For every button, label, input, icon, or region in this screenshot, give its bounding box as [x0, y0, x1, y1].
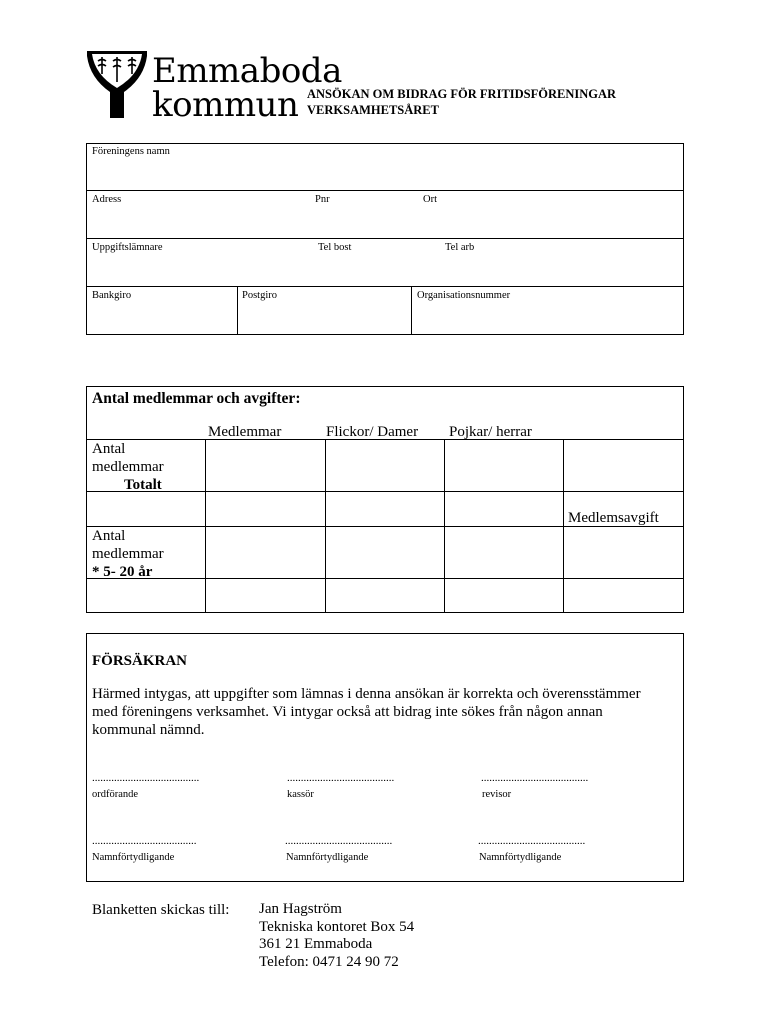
signature-line-chairman[interactable]: ....................................... [92, 772, 200, 784]
youth-girls-sub-cell[interactable] [327, 580, 442, 611]
membership-fee-label: Medlemsavgift [568, 510, 659, 526]
youth-boys-cell[interactable] [446, 528, 561, 576]
address-field[interactable] [92, 208, 677, 236]
logo-line-1: Emmaboda [152, 51, 342, 91]
chairman-label: ordförande [92, 789, 139, 800]
city-label: Ort [423, 194, 437, 205]
name-clarification-1: Namnförtydligande [92, 852, 175, 863]
col-boys-header: Pojkar/ herrar [449, 424, 532, 440]
name-line-auditor[interactable]: ....................................... [478, 835, 586, 847]
work-phone-label: Tel arb [445, 242, 475, 253]
association-name-label: Föreningens namn [92, 146, 170, 157]
org-number-field[interactable] [414, 304, 680, 332]
treasurer-label: kassör [287, 789, 314, 800]
name-clarification-2: Namnförtydligande [286, 852, 369, 863]
recipient-address: Jan Hagström Tekniska kontoret Box 54 361 21 Emmaboda Telefon: 0471 24 90 72 [259, 901, 415, 970]
total-members-sub-cell[interactable] [207, 493, 323, 524]
total-girls-cell[interactable] [327, 441, 442, 489]
bankgiro-field[interactable] [90, 304, 234, 332]
row-total-label: Antal medlemmar Totalt [92, 441, 164, 493]
org-number-label: Organisationsnummer [417, 290, 511, 301]
youth-members-cell[interactable] [207, 528, 323, 576]
reporter-field[interactable] [92, 256, 677, 284]
logo-line-2: kommun [152, 85, 299, 125]
youth-members-sub-cell[interactable] [207, 580, 323, 611]
signature-line-auditor[interactable]: ....................................... [481, 772, 589, 784]
col-members-header: Medlemmar [208, 424, 282, 440]
auditor-label: revisor [482, 789, 512, 800]
total-boys-cell[interactable] [446, 441, 561, 489]
total-boys-sub-cell[interactable] [446, 493, 561, 524]
total-extra-cell[interactable] [565, 441, 682, 489]
name-line-chairman[interactable]: ...................................... [92, 835, 197, 847]
declaration-text: Härmed intygas, att uppgifter som lämnas i denna ansökan är korrekta och överensstämmer med föreningens verksamhet. Vi intygar också att bidrag inte sökes från någon annan kommunal nämnd. [92, 686, 641, 738]
postal-code-label: Pnr [315, 194, 330, 205]
form-title-line-1: ANSÖKAN OM BIDRAG FÖR FRITIDSFÖRENINGAR [307, 87, 617, 101]
association-name-field[interactable] [92, 160, 677, 188]
signature-line-treasurer[interactable]: ....................................... [287, 772, 395, 784]
form-title-line-2: VERKSAMHETSÅRET [307, 103, 439, 117]
home-phone-label: Tel bost [318, 242, 352, 253]
total-members-cell[interactable] [207, 441, 323, 489]
name-line-treasurer[interactable]: ....................................... [285, 835, 393, 847]
coat-of-arms-icon [84, 48, 150, 120]
address-label: Adress [92, 194, 122, 205]
youth-sub-label-cell[interactable] [88, 580, 203, 611]
postgiro-label: Postgiro [242, 290, 278, 301]
form-title [307, 86, 616, 118]
youth-boys-sub-cell[interactable] [446, 580, 561, 611]
members-heading: Antal medlemmar och avgifter: [92, 390, 301, 407]
declaration-heading: FÖRSÄKRAN [92, 653, 188, 669]
bankgiro-label: Bankgiro [92, 290, 132, 301]
col-girls-header: Flickor/ Damer [326, 424, 419, 440]
name-clarification-3: Namnförtydligande [479, 852, 562, 863]
row-youth-label: Antal medlemmar * 5- 20 år [92, 528, 164, 580]
postgiro-field[interactable] [240, 304, 408, 332]
membership-fee-cell[interactable] [565, 528, 682, 576]
fee-sub-cell[interactable] [565, 580, 682, 611]
send-to-label: Blanketten skickas till: [92, 902, 230, 918]
total-girls-sub-cell[interactable] [327, 493, 442, 524]
youth-girls-cell[interactable] [327, 528, 442, 576]
reporter-label: Uppgiftslämnare [92, 242, 163, 253]
